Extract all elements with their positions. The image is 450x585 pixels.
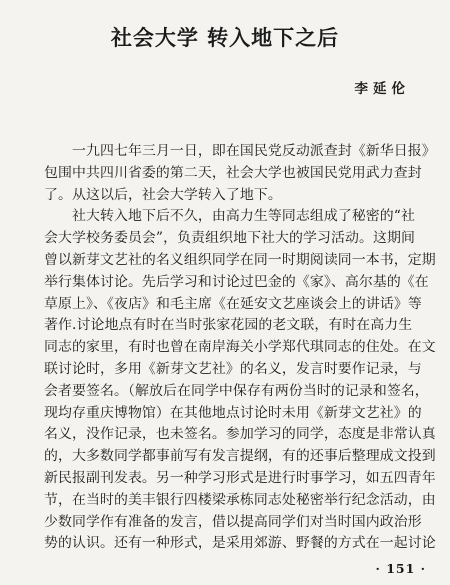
article-body — [44, 141, 436, 555]
page-number: · 151 · — [375, 561, 426, 576]
article-title: 社会大学 转入地下之后 — [110, 25, 340, 50]
text-line: 会者要签名。（解放后在同学中保存有两份当时的记录和签名， — [44, 382, 429, 399]
text-line: 了。从这以后，社会大学转入了地下。 — [44, 186, 282, 203]
text-line: 著作.讨论地点有时在当时张家花园的老文联，有时在高力生 — [44, 317, 413, 334]
text-line: 名义，没作记录，也未签名。参加学习的同学，态度是非常认真 — [44, 426, 436, 443]
text-line: 社大转入地下后不久，由高力生等同志组成了秘密的“社 — [72, 208, 415, 225]
text-line: 现均存重庆博物馆）在其他地点讨论时未用《新芽文艺社》的 — [44, 404, 422, 421]
text-line: 同志的家里，有时也曾在南岸海关小学郑代琪同志的住处。在文 — [44, 339, 436, 356]
text-line: 包围中共四川省委的第二天，社会大学也被国民党用武力查封 — [44, 164, 422, 181]
text-line: 一九四七年三月一日，即在国民党反动派查封《新华日报》 — [72, 143, 436, 159]
text-line: 节，在当时的美丰银行四楼梁承栋同志处秘密举行纪念活动，由 — [44, 491, 436, 508]
text-line: 势的认识。还有一种形式，是采用郊游、野餐的方式在一起讨论 — [44, 535, 436, 552]
text-line: 的，大多数同学都事前写有发言提纲，有的还事后整理成文投到 — [44, 448, 436, 465]
text-line: 曾以新芽文艺社的名义组织同学在同一时期阅读同一本书，定期 — [44, 251, 436, 268]
text-line: 新民报副刊发表。另一种学习形式是进行时事学习，如五四青年 — [44, 469, 436, 486]
text-line: 会大学校务委员会”，负责组织地下社大的学习活动。这期间 — [44, 230, 415, 247]
text-line: 举行集体讨论。先后学习和讨论过巴金的《家》、高尔基的《在 — [44, 273, 429, 290]
author-name: 李延伦 — [354, 81, 410, 97]
text-line: 少数同学作有准备的发言，借以提高同学们对当时国内政治形 — [44, 513, 422, 530]
text-line: 草原上》、《夜店》和毛主席《在延安文艺座谈会上的讲话》等 — [44, 295, 422, 312]
text-line: 联讨论时，多用《新芽文艺社》的名义，发言时要作记录，与 — [44, 360, 422, 377]
